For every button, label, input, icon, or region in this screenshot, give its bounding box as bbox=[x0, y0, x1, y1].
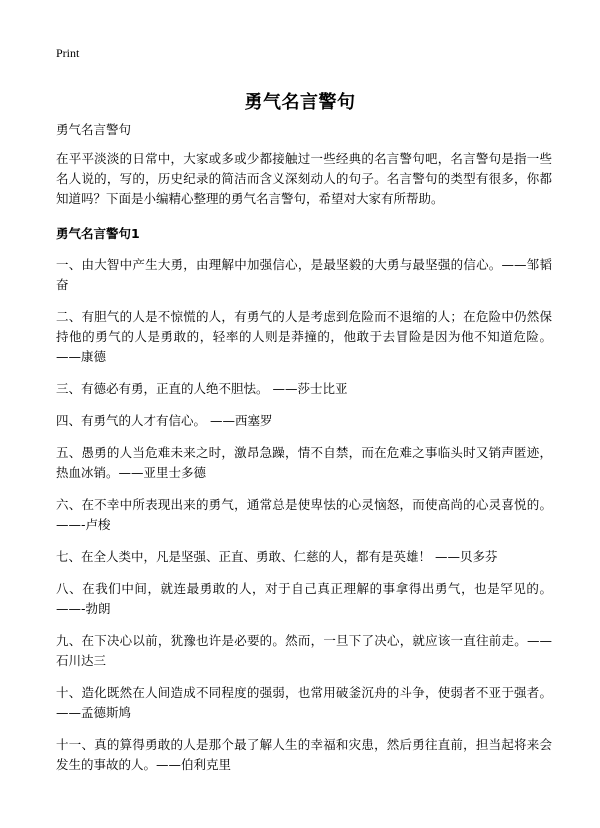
quote-10: 十、造化既然在人间造成不同程度的强弱，也常用破釜沉舟的斗争，使弱者不亚于强者。——孟德斯鸠 bbox=[56, 685, 552, 720]
quote-1: 一、由大智中产生大勇，由理解中加强信心，是最坚毅的大勇与最坚强的信心。——邹韬奋 bbox=[56, 257, 552, 292]
quote-6: 六、在不幸中所表现出来的勇气，通常总是使卑怯的心灵恼怒，而使高尚的心灵喜悦的。 ——-卢梭 bbox=[56, 497, 552, 532]
quote-8: 八、在我们中间，就连最勇敢的人，对于自己真正理解的事拿得出勇气，也是罕见的。——-勃朗 bbox=[56, 581, 552, 616]
quote-9: 九、在下决心以前，犹豫也许是必要的。然而，一旦下了决心，就应该一直往前走。——石川达三 bbox=[56, 633, 552, 668]
quote-4: 四、有勇气的人才有信心。 ——西塞罗 bbox=[56, 413, 273, 428]
quote-3: 三、有德必有勇，正直的人绝不胆怯。 ——莎士比亚 bbox=[56, 381, 348, 396]
document-subtitle: 勇气名言警句 bbox=[56, 122, 132, 137]
quote-7: 七、在全人类中，凡是坚强、正直、勇敢、仁慈的人，都有是英雄！ ——贝多芬 bbox=[56, 549, 498, 564]
section-heading: 勇气名言警句1 bbox=[56, 226, 140, 241]
intro-paragraph: 在平平淡淡的日常中，大家或多或少都接触过一些经典的名言警句吧，名言警句是指一些名人说的，写的，历史纪录的简洁而含义深刻动人的句子。名言警句的类型有很多，你都知道吗？下面是小编精心整理的勇气名言警句，希望对大家有所帮助。 bbox=[56, 151, 552, 206]
quote-2: 二、有胆气的人是不惊慌的人，有勇气的人是考虑到危险而不退缩的人；在危险中仍然保持他的勇气的人是勇敢的，轻率的人则是莽撞的，他敢于去冒险是因为他不知道危险。——康德 bbox=[56, 309, 552, 364]
quote-11: 十一、真的算得勇敢的人是那个最了解人生的幸福和灾患，然后勇往直前，担当起将来会发生的事故的人。——伯利克里 bbox=[56, 737, 552, 772]
print-label: Print bbox=[56, 46, 80, 60]
document-body bbox=[56, 149, 552, 787]
quote-5: 五、愚勇的人当危难未来之时，激昂急躁，情不自禁，而在危难之事临头时又销声匿迹，热血冰销。——亚里士多德 bbox=[56, 445, 552, 480]
page-title: 勇气名言警句 bbox=[244, 92, 356, 114]
